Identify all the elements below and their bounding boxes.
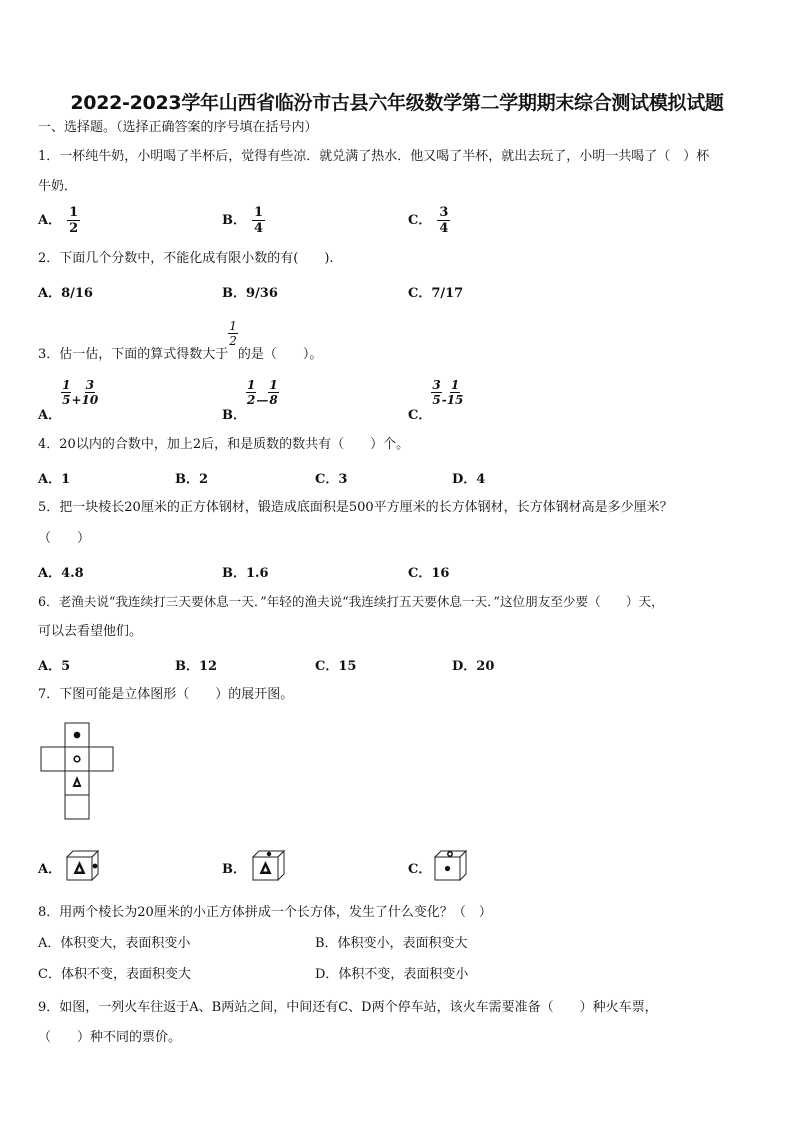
q4-option-a[interactable]: A．1 — [38, 472, 71, 487]
q5-option-c[interactable]: C．16 — [408, 566, 450, 581]
q2-option-b[interactable]: B．9/36 — [222, 286, 278, 301]
question-2-text: 2．下面几个分数中，不能化成有限小数的有( ). — [38, 251, 334, 266]
dot-icon — [93, 864, 98, 869]
cube-net-figure — [38, 722, 158, 822]
q7-option-c-label[interactable]: C． — [408, 862, 432, 877]
section-heading: 一、选择题。（选择正确答案的序号填在括号内） — [38, 120, 318, 135]
page-title: 2022-2023学年山西省临汾市古县六年级数学第二学期期末综合测试模拟试题 — [70, 92, 724, 114]
q7-option-a-label[interactable]: A． — [38, 862, 62, 877]
q3-option-c[interactable]: C． $\frac{3}{5}$ - $\frac{1}{15}$ — [408, 378, 464, 423]
dot-icon — [267, 852, 271, 856]
q6-option-d[interactable]: D．20 — [452, 659, 495, 674]
question-9-text-cont: （ ）种不同的票价。 — [38, 1030, 182, 1045]
question-1-text: 1．一杯纯牛奶，小明喝了半杯后，觉得有些凉．就兑满了热水．他又喝了半杯，就出去玩了，小明一共喝了（ ）杯 — [38, 149, 710, 164]
q4-option-c[interactable]: C．3 — [315, 472, 348, 487]
q8-option-d[interactable]: D．体积不变，表面积变小 — [315, 967, 469, 982]
q7-option-a-cube[interactable] — [62, 849, 104, 881]
question-6-text-cont: 可以去看望他们。 — [38, 624, 143, 639]
question-9-text: 9．如图，一列火车往返于A、B两站之间，中间还有C、D两个停车站，该火车需要准备（ ）种火车票， — [38, 1000, 658, 1015]
ring-icon — [74, 756, 80, 762]
dot-icon — [445, 866, 450, 871]
q3-option-a[interactable]: A． $\frac{1}{5}$ + $\frac{3}{10}$ — [38, 378, 99, 423]
question-5-text-cont: （ ） — [38, 531, 91, 546]
question-8-text: 8．用两个棱长为20厘米的小正方体拼成一个长方体，发生了什么变化？（ ） — [38, 905, 492, 920]
question-5-text: 5．把一块棱长20厘米的正方体钢材，锻造成底面积是500平方厘米的长方体钢材，长方体钢材高是多少厘米？ — [38, 500, 673, 515]
fraction: $\frac{1}{2}$ — [229, 319, 237, 348]
q8-option-a[interactable]: A．体积变大，表面积变小 — [38, 936, 191, 951]
q2-option-a[interactable]: A．8/16 — [38, 286, 93, 301]
fraction: $\frac{1}{2}$ — [69, 205, 79, 236]
q8-option-b[interactable]: B．体积变小，表面积变大 — [315, 936, 468, 951]
q6-option-c[interactable]: C．15 — [315, 659, 357, 674]
q7-option-b-label[interactable]: B． — [222, 862, 246, 877]
dot-icon — [74, 732, 81, 739]
question-3-text: 3．估一估，下面的算式得数大于 $\frac{1}{2}$ 的是（ ）。 — [38, 319, 323, 362]
fraction: $\frac{3}{4}$ — [439, 205, 449, 236]
q5-option-a[interactable]: A．4.8 — [38, 566, 84, 581]
q4-option-b[interactable]: B．2 — [175, 472, 209, 487]
question-1-text-cont: 牛奶． — [38, 179, 78, 194]
q1-option-c[interactable]: C． $\frac{3}{4}$ — [408, 205, 449, 236]
question-7-text: 7．下图可能是立体图形（ ）的展开图。 — [38, 687, 294, 702]
q1-option-b[interactable]: B． $\frac{1}{4}$ — [222, 205, 264, 236]
q3-option-b[interactable]: B． $\frac{1}{2}$ — $\frac{1}{8}$ — [222, 378, 278, 423]
q8-option-c[interactable]: C．体积不变，表面积变大 — [38, 967, 191, 982]
question-6-text: 6．老渔夫说“我连续打三天要休息一天．”年轻的渔夫说“我连续打五天要休息一天．”这位朋友至少要（ ）天， — [38, 594, 664, 609]
q4-option-d[interactable]: D．4 — [452, 472, 486, 487]
q1-option-a[interactable]: A． $\frac{1}{2}$ — [38, 205, 79, 236]
fraction: $\frac{1}{4}$ — [254, 205, 264, 236]
q7-option-c-cube[interactable] — [430, 849, 472, 881]
q6-option-a[interactable]: A．5 — [38, 659, 71, 674]
q7-option-b-cube[interactable] — [248, 849, 290, 881]
q5-option-b[interactable]: B．1.6 — [222, 566, 269, 581]
q6-option-b[interactable]: B．12 — [175, 659, 218, 674]
q2-option-c[interactable]: C．7/17 — [408, 286, 464, 301]
question-4-text: 4．20以内的合数中，加上2后，和是质数的数共有（ ）个。 — [38, 437, 410, 452]
